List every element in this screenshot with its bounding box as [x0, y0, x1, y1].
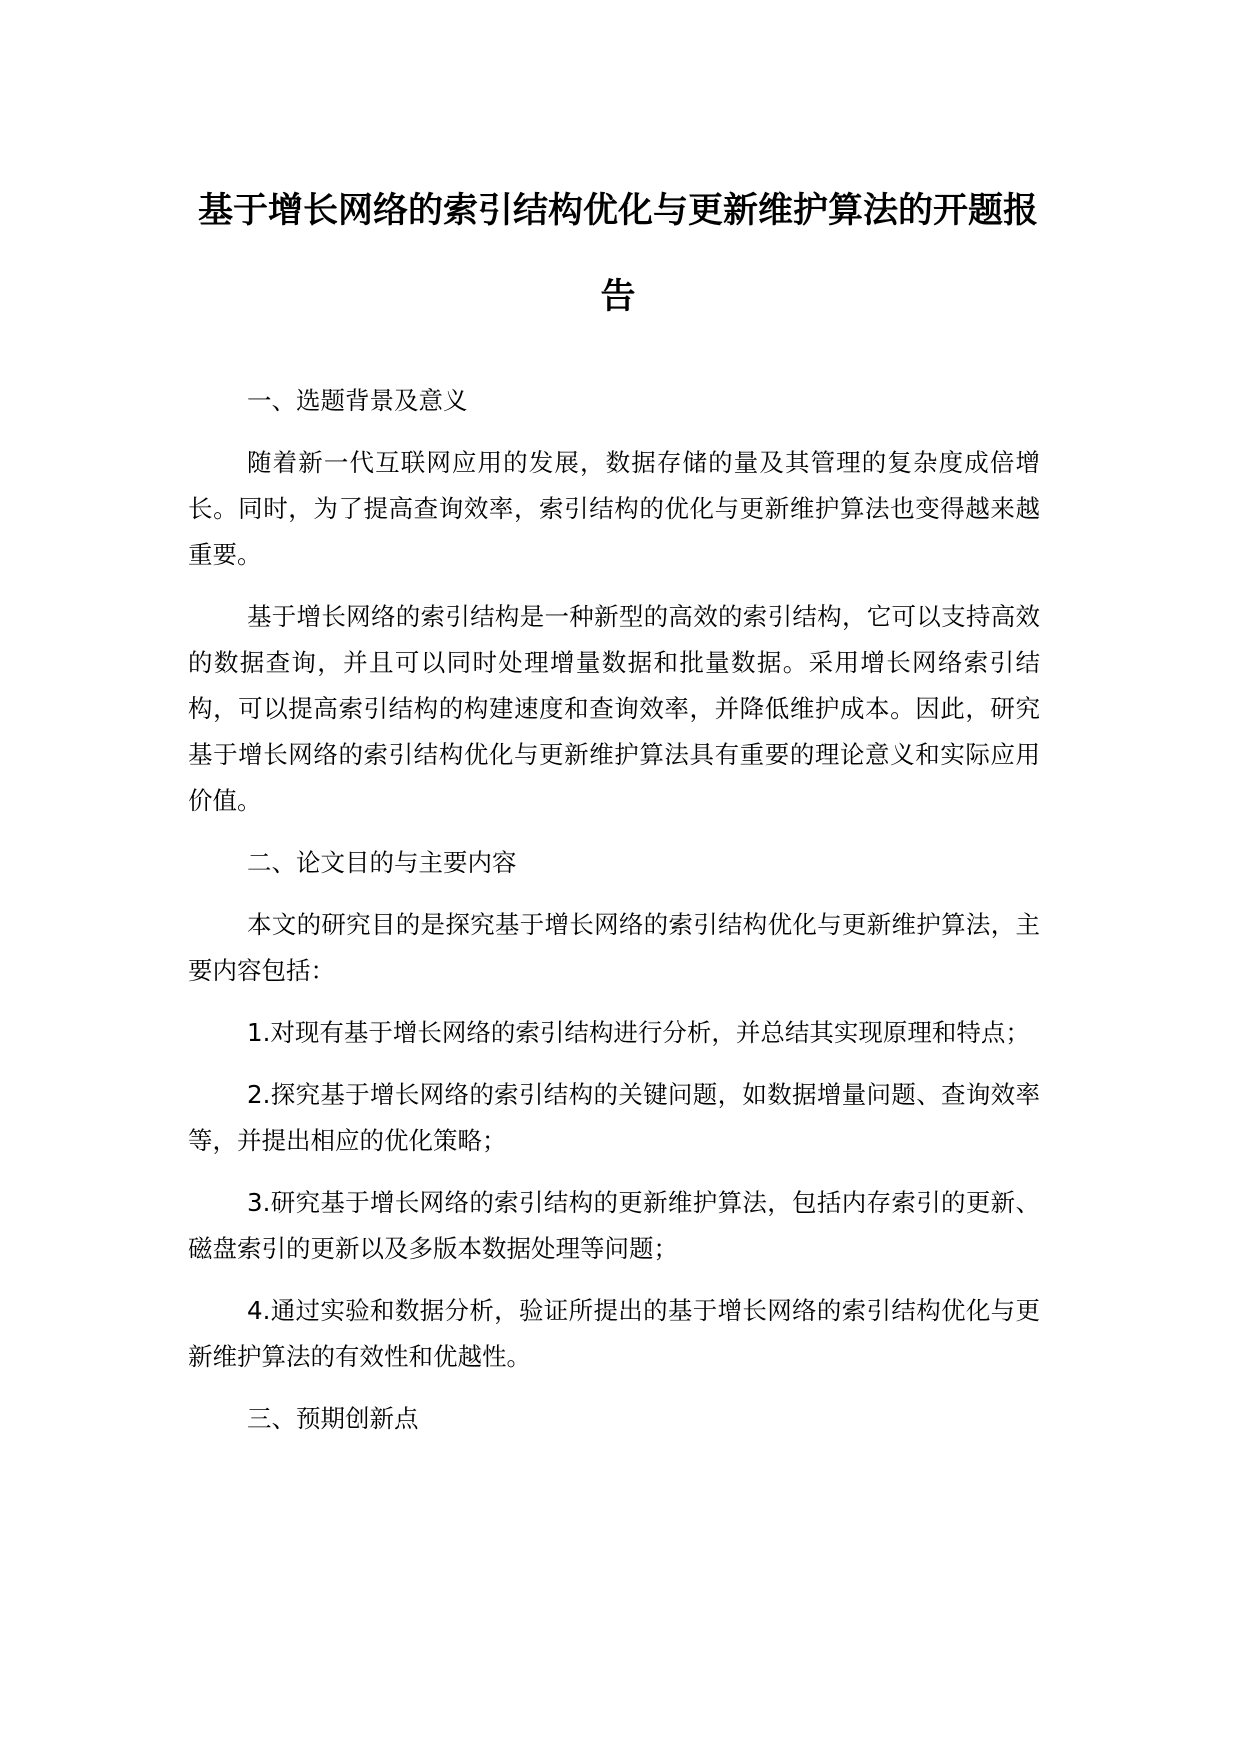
section-heading-innovation: 三、预期创新点 [247, 1404, 419, 1433]
section-heading-background: 一、选题背景及意义 [247, 386, 468, 415]
paragraph-objectives-intro: 本文的研究目的是探究基于增长网络的索引结构优化与更新维护算法，主要内容包括： [188, 910, 1040, 985]
section-heading-objectives: 二、论文目的与主要内容 [247, 848, 517, 877]
paragraph-background-2: 基于增长网络的索引结构是一种新型的高效的索引结构，它可以支持高效的数据查询，并且可以同时处理增量数据和批量数据。采用增长网络索引结构，可以提高索引结构的构建速度和查询效率，并降低维护成本。因此，研究基于增长网络的索引结构优化与更新维护算法具有重要的理论意义和实际应用价值。 [188, 602, 1040, 815]
list-item-1: 1.对现有基于增长网络的索引结构进行分析，并总结其实现原理和特点； [247, 1018, 1030, 1047]
list-item-4: 4.通过实验和数据分析，验证所提出的基于增长网络的索引结构优化与更新维护算法的有效性和优越性。 [188, 1296, 1040, 1371]
list-item-3: 3.研究基于增长网络的索引结构的更新维护算法，包括内存索引的更新、磁盘索引的更新以及多版本数据处理等问题； [188, 1188, 1040, 1263]
paragraph-background-1: 随着新一代互联网应用的发展，数据存储的量及其管理的复杂度成倍增长。同时，为了提高查询效率，索引结构的优化与更新维护算法也变得越来越重要。 [188, 448, 1040, 569]
document-body [188, 378, 1040, 1458]
document-title: 基于增长网络的索引结构优化与更新维护算法的开题报告 [197, 191, 1038, 317]
list-item-2: 2.探究基于增长网络的索引结构的关键问题，如数据增量问题、查询效率等，并提出相应的优化策略； [188, 1080, 1040, 1155]
